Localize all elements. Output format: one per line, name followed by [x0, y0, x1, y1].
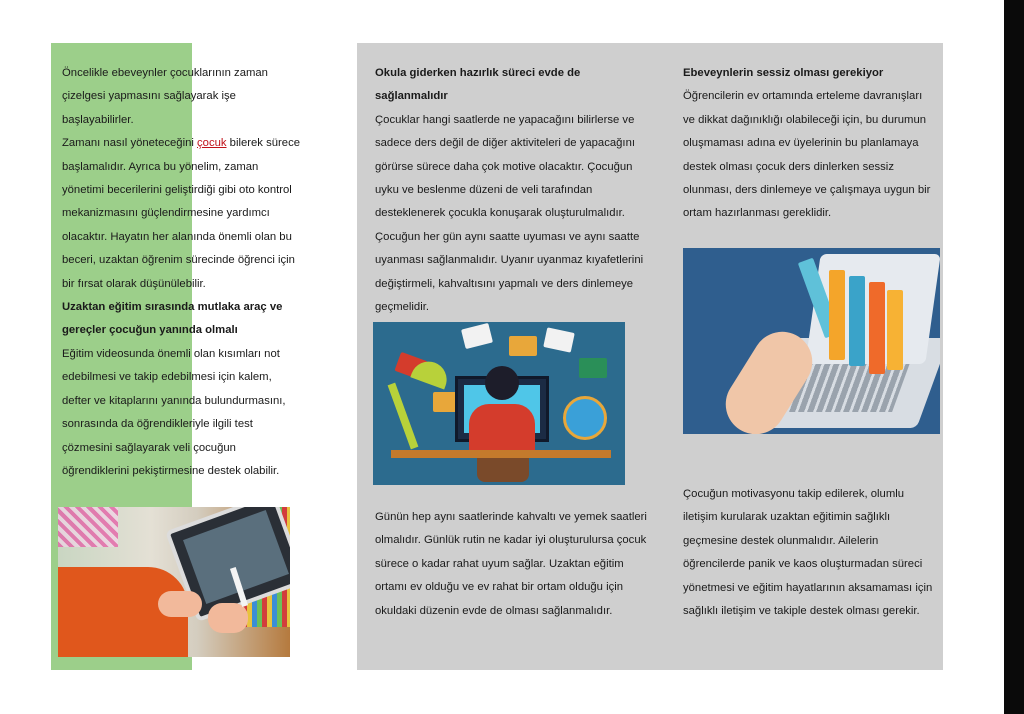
- column-3-bottom: [683, 483, 933, 623]
- photo-decor: [58, 507, 118, 547]
- child-head: [485, 366, 519, 400]
- child-body: [469, 404, 535, 450]
- desk: [391, 450, 611, 458]
- hand: [158, 591, 202, 617]
- student-at-computer-illustration: [373, 322, 625, 485]
- column-2-bottom: [375, 506, 647, 623]
- column-1: [62, 62, 302, 483]
- col1-heading: Uzaktan eğitim sırasında mutlaka araç ve gereçler çocuğun yanında olmalı: [62, 301, 283, 337]
- col1-text: Zamanı nasıl yöneteceğini: [62, 137, 198, 150]
- cocuk-link[interactable]: çocuk: [197, 137, 227, 150]
- book: [829, 270, 845, 360]
- column-3: [683, 62, 933, 226]
- col3-paragraph-2: Çocuğun motivasyonu takip edilerek, olumlu iletişim kurularak uzaktan eğitimin sağlıklı geçmesine destek olunmalıdır. Ailelerin öğrencilerde panik ve kaos oluşturmadan süreci yönetmesi ve eğitim hayatlarının aksamaması için sağlıklı iletişim ve takiple destek olması gerekir.: [683, 488, 933, 618]
- col1-paragraph-2: [62, 132, 302, 296]
- laptop-books-illustration: [683, 248, 940, 434]
- globe: [563, 396, 607, 440]
- col1-paragraph-1: Öncelikle ebeveynler çocuklarının zaman çizelgesi yapmasını sağlayarak işe başlayabilirler.: [62, 67, 268, 126]
- col2-paragraph-2: Günün hep aynı saatlerinde kahvaltı ve yemek saatleri olmalıdır. Günlük rutin ne kadar iyi oluşturulursa çocuk sürece o kadar rahat uyum sağlar. Uzaktan eğitim ortamı ev olduğu ve ev rahat bir ortam olduğu için okuldaki düzenin evde de olması sağlanmalıdır.: [375, 511, 647, 617]
- book: [461, 323, 493, 349]
- col3-heading: Ebeveynlerin sessiz olması gerekiyor: [683, 67, 884, 79]
- book: [887, 290, 903, 370]
- desk-lamp: [388, 383, 419, 450]
- book: [869, 282, 885, 374]
- col2-paragraph-1: Çocuklar hangi saatlerde ne yapacağını bilirlerse ve sadece ders değil de diğer aktiviteleri de yapacağını görürse sürece daha çok motive olacaktır. Çocuğun uyku ve beslenme düzeni de veli tarafından desteklenerek çocukla konuşarak oluşturulmalıdır. Çocuğun her gün aynı saatte uyuması ve aynı saatte uyanması sağlanmalıdır. Uyanır uyanmaz kıyafetlerini değiştirmeli, kahvaltısını yapmalı ve ders dinlemeye geçmelidir.: [375, 113, 644, 314]
- column-2: [375, 62, 647, 319]
- book: [849, 276, 865, 366]
- book: [543, 327, 575, 352]
- col3-paragraph-1: Öğrencilerin ev ortamında erteleme davranışları ve dikkat dağınıklığı olabileceği için, bu durumun oluşmaması adına ev üyelerinin bu planlamaya destek olması çocuk ders dinlerken sessiz olunması, ders dinlemeye ve çalışmaya uygun bir ortam hazırlanması gereklidir.: [683, 90, 931, 220]
- book: [579, 358, 607, 378]
- page-edge: [1004, 0, 1024, 714]
- col1-text-2: bilerek sürece başlamalıdır. Ayrıca bu yönelim, zaman yönetimi becerilerini geliştirdiği gibi oto kontrol mekanizmasını güçlendirmesine yardımcı olacaktır. Hayatın her alanında önemli olan bu beceri, uzaktan öğrenim sürecinde öğrenci için bir fırsat olarak düşünülebilir.: [62, 137, 300, 290]
- col1-paragraph-3: Eğitim videosunda önemli olan kısımları not edebilmesi ve takip edebilmesi için kalem, defter ve kitaplarını yanında bulundurmasını, sonrasında da öğrendikleriyle ilgili test çözmesini sağlayarak veli çocuğun öğrendiklerini pekiştirmesine destek olabilir.: [62, 347, 286, 477]
- book: [509, 336, 537, 356]
- hand: [208, 603, 248, 633]
- child-tablet-photo: [58, 507, 290, 657]
- col2-heading: Okula giderken hazırlık süreci evde de sağlanmalıdır: [375, 67, 581, 103]
